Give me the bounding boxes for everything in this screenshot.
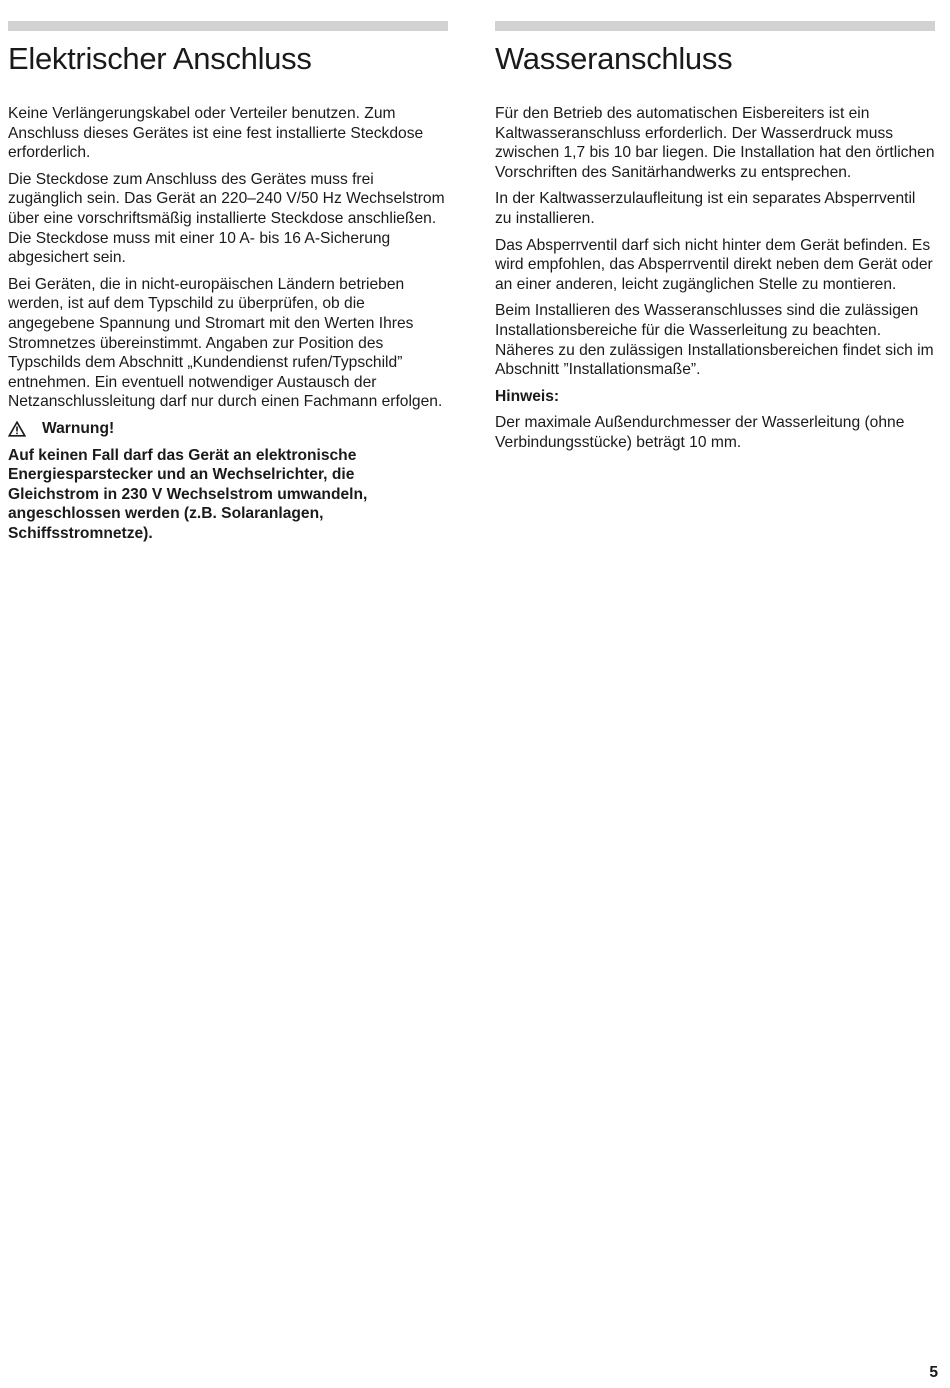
section-rule bbox=[8, 21, 448, 31]
warning-text: Auf keinen Fall darf das Gerät an elektronische Energiesparstecker und an Wechselrichter, die Gleichstrom in 230 V Wechselstrom umwandeln, angeschlossen werden (z.B. Solaranlagen, Schiffsstromnetze). bbox=[8, 446, 368, 542]
section-title-electrical: Elektrischer Anschluss bbox=[8, 41, 312, 76]
warning-heading bbox=[8, 419, 448, 439]
paragraph: Das Absperrventil darf sich nicht hinter dem Gerät befinden. Es wird empfohlen, das Absperrventil direkt neben dem Gerät oder an einer anderen, leicht zugänglichen Stelle zu montieren. bbox=[495, 236, 933, 293]
left-column bbox=[8, 21, 448, 550]
hint-heading: Hinweis: bbox=[495, 387, 560, 405]
hint-text: Der maximale Außendurchmesser der Wasserleitung (ohne Verbindungsstücke) beträgt 10 mm. bbox=[495, 414, 905, 451]
right-column bbox=[495, 21, 935, 460]
paragraph: Keine Verlängerungskabel oder Verteiler benutzen. Zum Anschluss dieses Gerätes ist eine fest installierte Steckdose erforderlich. bbox=[8, 105, 424, 162]
section-rule bbox=[495, 21, 935, 31]
paragraph: Die Steckdose zum Anschluss des Gerätes muss frei zugänglich sein. Das Gerät an 220–240 V/50 Hz Wechselstrom über eine vorschriftsmäßig installierte Steckdose anschließen. Die Steckdose muss mit einer 10 A- bis 16 A-Sicherung abgesichert sein. bbox=[8, 170, 445, 267]
page-number: 5 bbox=[929, 1364, 938, 1381]
warning-label: Warnung! bbox=[42, 419, 115, 437]
paragraph: Bei Geräten, die in nicht-europäischen Ländern betrieben werden, ist auf dem Typschild zu überprüfen, ob die angegebene Spannung und Stromart mit den Werten Ihres Stromnetzes übereinstimmt. Angaben zur Position des Typschilds dem Abschnitt „Kundendienst rufen/Typschild” entnehmen. Ein eventuell notwendiger Austausch der Netzanschlussleitung darf nur durch einen Fachmann erfolgen. bbox=[8, 275, 443, 411]
paragraph: In der Kaltwasserzulaufleitung ist ein separates Absperrventil zu installieren. bbox=[495, 190, 916, 227]
paragraph: Für den Betrieb des automatischen Eisbereiters ist ein Kaltwasseranschluss erforderlich. Der Wasserdruck muss zwischen 1,7 bis 10 bar liegen. Die Installation hat den örtlichen Vorschriften des Sanitärhandwerks zu entsprechen. bbox=[495, 105, 935, 181]
paragraph: Beim Installieren des Wasseranschlusses sind die zulässigen Installationsbereiche für die Wasserleitung zu beachten. Näheres zu den zulässigen Installationsbereichen findet sich im Abschnitt ”Installationsmaße”. bbox=[495, 302, 934, 379]
warning-triangle-icon bbox=[8, 421, 26, 437]
section-title-water: Wasseranschluss bbox=[495, 41, 733, 76]
